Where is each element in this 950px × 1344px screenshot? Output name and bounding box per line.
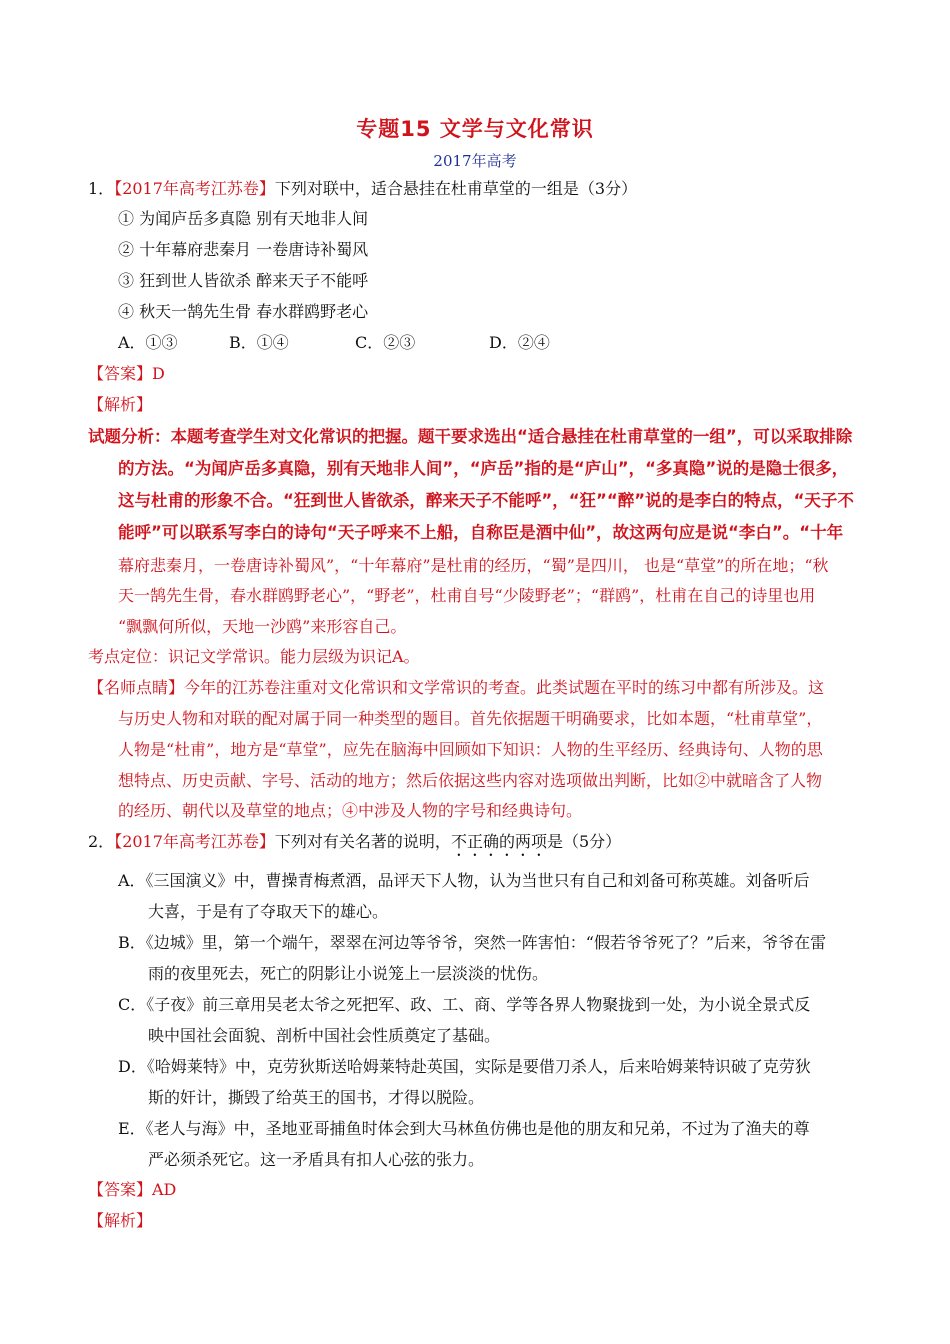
question-text: 下列对有关名著的说明，: [274, 832, 451, 851]
question-text: 下列对联中，适合悬挂在杜甫草堂的一组是（3分）: [274, 179, 638, 198]
option-line: 映中国社会面貌、剖析中国社会性质奠定了基础。: [148, 1026, 501, 1045]
analysis-label-1: 【解析】: [88, 395, 153, 414]
option-line: 斯的奸计，撕毁了给英王的国书，才得以脱险。: [148, 1088, 485, 1107]
emphasis-text: 不正确的两项: [450, 832, 547, 851]
analysis-line: 天一鹄先生骨，春水群鸥野老心”，“野老”，杜甫自号“少陵野老”；“群鸥”，杜甫在自己的诗里也用: [118, 586, 816, 605]
analysis-line: 的方法。“为闻庐岳多真隐，别有天地非人间”，“庐岳”指的是“庐山”，“多真隐”说的是隐士很多，: [118, 459, 849, 478]
tips-line: 【名师点睛】今年的江苏卷注重对文化常识和文学常识的考查。此类试题在平时的练习中都有所涉及。这: [88, 678, 825, 697]
analysis-line: “飘飘何所似，天地一沙鸥”来形容自己。: [118, 617, 407, 636]
tips-line: 与历史人物和对联的配对属于同一种类型的题目。首先依据题干明确要求，比如本题，“杜甫草堂”，: [118, 709, 823, 728]
couplet-item: ③ 狂到世人皆欲杀 醉来天子不能呼: [118, 271, 369, 290]
choice-row: [118, 332, 550, 354]
option-line: 严必须杀死它。这一矛盾具有扣人心弦的张力。: [148, 1150, 485, 1169]
question-1-stem: [88, 178, 637, 200]
tips-line: 的经历、朝代以及草堂的地点；④中涉及人物的字号和经典诗句。: [118, 801, 583, 820]
kaodian-line: 考点定位：识记文学常识。能力层级为识记A。: [88, 647, 420, 666]
question-text: 是（5分）: [546, 832, 622, 851]
question-source: 【2017年高考江苏卷】: [114, 832, 275, 851]
couplet-item: ② 十年幕府悲秦月 一卷唐诗补蜀风: [118, 240, 369, 259]
option-line: C．《子夜》前三章用吴老太爷之死把军、政、工、商、学等各界人物聚拢到一处，为小说全景式反: [118, 995, 811, 1014]
analysis-line: 能呼”可以联系写李白的诗句“天子呼来不上船，自称臣是酒中仙”，故这两句应是说“李白”。“十年: [118, 523, 844, 542]
couplet-item: ① 为闻庐岳多真隐 别有天地非人间: [118, 209, 369, 228]
question-number: 2．: [88, 832, 115, 851]
option-line: E．《老人与海》中，圣地亚哥捕鱼时体会到大马林鱼仿佛也是他的朋友和兄弟，不过为了渔夫的尊: [118, 1119, 810, 1138]
option-line: 大喜，于是有了夺取天下的雄心。: [148, 902, 389, 921]
page-title: 专题15 文学与文化常识: [356, 117, 594, 141]
analysis-line: 这与杜甫的形象不合。“狂到世人皆欲杀，醉来天子不能呼”，“狂”“醉”说的是李白的特点，“天子不: [118, 491, 854, 510]
answer-2: 【答案】AD: [88, 1180, 177, 1199]
option-line: D．《哈姆莱特》中，克劳狄斯送哈姆莱特赴英国，实际是要借刀杀人，后来哈姆莱特识破了克劳狄: [118, 1057, 811, 1076]
option-line: B．《边城》里，第一个端午，翠翠在河边等爷爷，突然一阵害怕：“假若爷爷死了？”后来，爷爷在雷: [118, 933, 827, 952]
choice-b: B．①④: [229, 333, 289, 352]
question-2-stem: [88, 831, 621, 860]
choice-c: C．②③: [355, 333, 416, 352]
option-line: A．《三国演义》中，曹操青梅煮酒，品评天下人物，认为当世只有自己和刘备可称英雄。刘备听后: [118, 871, 810, 890]
analysis-line: 幕府悲秦月，一卷唐诗补蜀风”，“十年幕府”是杜甫的经历，“蜀”是四川， 也是“草堂”的所在地；“秋: [118, 556, 829, 575]
answer-1: 【答案】D: [88, 364, 165, 383]
tips-line: 想特点、历史贡献、字号、活动的地方；然后依据这些内容对选项做出判断，比如②中就暗含了人物: [118, 771, 823, 790]
analysis-label-2: 【解析】: [88, 1211, 153, 1230]
question-number: 1．: [88, 179, 115, 198]
choice-a: A．①③: [118, 333, 178, 352]
analysis-line: 试题分析：本题考查学生对文化常识的把握。题干要求选出“适合悬挂在杜甫草堂的一组”，可以采取排除: [88, 427, 853, 446]
tips-line: 人物是“杜甫”，地方是“草堂”，应先在脑海中回顾如下知识：人物的生平经历、经典诗句、人物的思: [118, 740, 823, 759]
question-source: 【2017年高考江苏卷】: [114, 179, 275, 198]
choice-d: D．②④: [489, 333, 550, 352]
option-line: 雨的夜里死去，死亡的阴影让小说笼上一层淡淡的忧伤。: [148, 964, 549, 983]
page-subtitle: 2017年高考: [433, 152, 517, 170]
couplet-item: ④ 秋天一鹄先生骨 春水群鸥野老心: [118, 302, 369, 321]
